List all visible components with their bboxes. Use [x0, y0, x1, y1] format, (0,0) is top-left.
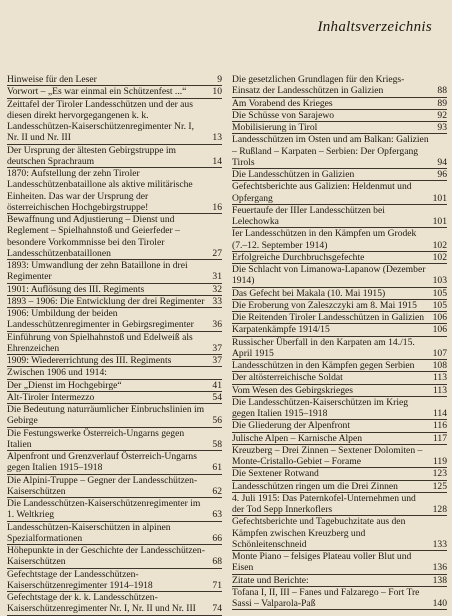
toc-entry-page: 106 — [432, 324, 447, 336]
toc-entry — [232, 385, 447, 397]
toc-entry — [232, 516, 447, 551]
toc-entry-title: 1906: Umbildung der beiden Landesschützenregimenter in Gebirgsregimenter — [7, 308, 194, 331]
toc-entry — [7, 86, 222, 98]
toc-entry-title: Vorwort – „Es war einmal ein Schützenfest ...“ — [7, 86, 187, 98]
toc-entry-page: 62 — [212, 485, 222, 497]
toc-entry-title: Die Landesschützen-Kaiserschützen im Krieg gegen Italien 1915–1918 — [232, 396, 409, 419]
toc-entry — [7, 392, 222, 404]
toc-entry-page: 114 — [432, 408, 447, 419]
toc-entry — [232, 110, 447, 122]
toc-entry-page: 54 — [212, 391, 222, 403]
toc-entry-title: Die Schüsse von Sarajewo — [232, 109, 335, 121]
toc-entry — [7, 522, 222, 546]
toc-entry-title: Zitate und Berichte: — [232, 574, 309, 586]
toc-entry-page: 105 — [432, 299, 447, 311]
toc-entry — [7, 296, 222, 308]
toc-entry — [232, 445, 447, 469]
toc-entry-title: Die Schlacht von Limanowa-Lapanow (Dezember 1914) — [232, 264, 426, 287]
toc-entry-title: Die Sextener Rotwand — [232, 468, 319, 480]
toc-entry-page: 94 — [437, 156, 447, 168]
toc-entry — [7, 475, 222, 499]
toc-entry-title: Die Alpini-Truppe – Gegner der Landesschützen-Kaiserschützen — [7, 474, 198, 497]
toc-entry-page: 14 — [212, 155, 222, 167]
toc-entry-page: 16 — [212, 201, 222, 213]
toc-entry-title: Russischer Überfall in den Karpaten am 14./15. April 1915 — [232, 336, 415, 359]
toc-entry — [7, 592, 222, 616]
toc-entry-page: 13 — [212, 132, 222, 144]
toc-entry — [7, 145, 222, 169]
toc-entry — [232, 337, 447, 361]
toc-entry-page: 37 — [212, 355, 222, 366]
toc-right-column — [232, 74, 447, 610]
toc-entry — [7, 214, 222, 260]
toc-entry-page: 113 — [432, 384, 447, 396]
toc-entry-page: 71 — [212, 579, 222, 591]
toc-entry-page: 106 — [432, 312, 447, 323]
toc-entry — [7, 332, 222, 356]
toc-entry-title: Die Reitenden Tiroler Landesschützen in Galizien — [232, 312, 425, 323]
toc-entry-page: 92 — [437, 109, 447, 121]
toc-entry — [7, 380, 222, 392]
toc-entry — [232, 312, 447, 324]
toc-entry-page: 58 — [212, 438, 222, 450]
toc-entry — [7, 99, 222, 145]
toc-entry — [232, 493, 447, 517]
toc-entry-page: 88 — [437, 85, 447, 97]
toc-entry — [232, 228, 447, 252]
toc-entry-title: 1901: Auflösung des III. Regiments — [7, 283, 145, 295]
toc-entry-title: Julische Alpen – Karnische Alpen — [232, 432, 363, 444]
toc-entry-title: 4. Juli 1915: Das Paternkofel-Unternehmen und der Tod Sepp Innerkoflers — [232, 492, 416, 515]
toc-entry-page: 105 — [432, 287, 447, 299]
toc-entry-page: 117 — [432, 432, 447, 444]
toc-entry-title: Am Vorabend des Krieges — [232, 97, 333, 109]
toc-entry-title: Zwischen 1906 und 1914: — [7, 367, 107, 379]
toc-entry-title: Karpatenkämpfe 1914/15 — [232, 324, 330, 336]
toc-entry-title: Ier Landesschützen in den Kämpfen um Grodek (7.–12. September 1914) — [232, 228, 417, 251]
toc-entry-page: 68 — [212, 556, 222, 568]
toc-entry — [232, 300, 447, 312]
toc-entry — [232, 134, 447, 169]
toc-entry-page: 128 — [432, 504, 447, 515]
toc-entry-title: Landesschützen ringen um die Drei Zinnen — [232, 480, 398, 492]
toc-entry-page: 119 — [432, 456, 447, 467]
toc-entry-title: Der altösterreichische Soldat — [232, 372, 343, 384]
toc-entry-title: Landesschützen in den Kämpfen gegen Serbien — [232, 360, 415, 371]
toc-entry — [7, 260, 222, 284]
toc-entry — [7, 74, 222, 86]
toc-entry-page: 96 — [437, 169, 447, 180]
toc-entry-page: 123 — [432, 468, 447, 480]
toc-entry-title: Der Ursprung der ältesten Gebirgstruppe im deutschen Sprachraum — [7, 144, 177, 167]
toc-entry — [7, 545, 222, 569]
toc-entry — [232, 433, 447, 445]
toc-entry — [232, 252, 447, 264]
toc-entry — [232, 551, 447, 575]
toc-entry — [7, 498, 222, 522]
toc-entry — [7, 404, 222, 428]
toc-entry-page: 93 — [437, 122, 447, 133]
toc-entry-page: 101 — [432, 192, 447, 204]
toc-entry — [232, 122, 447, 134]
toc-entry — [7, 308, 222, 332]
toc-entry — [7, 168, 222, 214]
toc-entry — [232, 324, 447, 336]
toc-entry-page: 138 — [432, 574, 447, 586]
toc-entry — [7, 367, 222, 379]
toc-entry-title: Monte Piano – felsiges Plateau voller Blut und Eisen — [232, 551, 412, 574]
toc-entry-title: Gefechtstage der k. k. Landesschützen-Kaiserschützenregimenter Nr. I, Nr. II und Nr. III — [7, 592, 196, 615]
toc-entry-page: 10 — [212, 86, 222, 98]
toc-entry-title: 1893 – 1906: Die Entwicklung der drei Regimenter — [7, 295, 205, 307]
toc-entry-page: 116 — [432, 420, 447, 432]
toc-entry — [7, 428, 222, 452]
toc-entry — [232, 397, 447, 421]
toc-entry-page: 63 — [212, 509, 222, 521]
toc-entry-title: Höhepunkte in der Geschichte der Landesschützen-Kaiserschützen — [7, 545, 205, 568]
toc-entry-title: Alt-Tiroler Intermezzo — [7, 391, 95, 403]
toc-entry-title: Zeittafel der Tiroler Landesschützen und der aus diesen direkt hervorgegangenen k. k. Landesschützen-Kaiserschützenregimenter Nr. I, Nr. II und Nr. III — [7, 98, 194, 144]
toc-entry — [232, 205, 447, 229]
toc-entry-page: 107 — [432, 347, 447, 359]
toc-entry-page: 102 — [432, 239, 447, 251]
toc-entry — [232, 181, 447, 205]
toc-entry — [7, 284, 222, 296]
toc-entry — [232, 372, 447, 384]
toc-entry — [232, 481, 447, 493]
toc-entry — [7, 569, 222, 593]
toc-entry-page: 101 — [432, 216, 447, 227]
toc-entry-title: Die Landesschützen in Galizien — [232, 169, 355, 180]
toc-entry-title: Gefechtsberichte aus Galizien: Heldenmut und Opfergang — [232, 181, 412, 204]
toc-entry — [232, 74, 447, 98]
toc-entry-page: 32 — [212, 283, 222, 295]
toc-entry-title: Der „Dienst im Hochgebirge“ — [7, 379, 122, 391]
toc-entry-title: Hinweise für den Leser — [7, 74, 97, 85]
toc-entry-title: 1870: Aufstellung der zehn Tiroler Landesschützenbataillone als aktive militärische Einheiten. Das war der Ursprung der österreichischen Hochgebirgstruppe! — [7, 168, 193, 213]
toc-entry-title: Die Landesschützen-Kaiserschützenregimenter im 1. Weltkrieg — [7, 498, 201, 521]
toc-entry-title: Kreuzberg – Drei Zinnen – Sextener Dolomiten – Monte-Cristallo-Gebiet – Forame — [232, 444, 423, 467]
toc-entry-title: Die Festungswerke Österreich-Ungarns gegen Italien — [7, 427, 185, 450]
toc-entry-title: Tofana I, II, III – Fanes und Falzarego – Fort Tre Sassi – Valparola-Paß — [232, 586, 420, 609]
toc-entry-title: Landesschützen-Kaiserschützen in alpinen Spezialformationen — [7, 521, 171, 544]
toc-entry-title: Alpenfront und Grenzverlauf Österreich-Ungarns gegen Italien 1915–1918 — [7, 451, 197, 474]
toc-entry-page: 37 — [212, 342, 222, 354]
toc-entry-page: 113 — [432, 372, 447, 384]
toc-entry-page: 66 — [212, 532, 222, 544]
toc-entry-page: 33 — [212, 295, 222, 307]
toc-entry — [232, 468, 447, 480]
toc-left-column — [7, 74, 222, 616]
toc-entry-title: Landesschützen im Osten und am Balkan: Galizien – Rußland – Karpaten – Serbien: Der Opfergang Tirols — [232, 134, 429, 168]
toc-entry — [232, 360, 447, 372]
toc-entry — [232, 575, 447, 587]
toc-entry-title: Gefechtsberichte und Tagebuchzitate aus den Kämpfen zwischen Kreuzberg und Schönleitenschneid — [232, 516, 406, 550]
toc-entry-page: 41 — [212, 379, 222, 391]
toc-entry-page: 27 — [212, 247, 222, 259]
toc-entry — [232, 420, 447, 432]
toc-entry-title: Einführung von Spielhahnstoß und Edelweiß als Ehrenzeichen — [7, 331, 193, 354]
toc-entry — [7, 355, 222, 367]
toc-entry-page: 61 — [212, 462, 222, 474]
toc-entry-page: 125 — [432, 480, 447, 492]
toc-entry-title: Die Bedeutung naturräumlicher Einbruchslinien im Gebirge — [7, 404, 205, 427]
toc-entry-page: 9 — [217, 74, 222, 85]
toc-entry-title: Die Gliederung der Alpenfront — [232, 420, 351, 432]
toc-entry-page: 136 — [432, 562, 447, 574]
toc-entry-title: Mobilisierung in Tirol — [232, 122, 318, 133]
toc-entry-page: 108 — [432, 360, 447, 371]
toc-entry-page: 140 — [432, 598, 447, 609]
toc-entry-page: 74 — [212, 603, 222, 615]
toc-entry-title: Bewaffnung und Adjustierung – Dienst und Reglement – Spielhahnstoß und Geierfeder – besondere Vorkommnisse bei den Tiroler Landesschützenbataillonen — [7, 214, 180, 259]
toc-entry-page: 36 — [212, 319, 222, 331]
toc-entry — [232, 288, 447, 300]
toc-entry-title: Das Gefecht bei Makala (10. Mai 1915) — [232, 287, 386, 299]
toc-entry-title: Die Eroberung von Zaleszczyki am 8. Mai 1915 — [232, 299, 417, 311]
toc-entry-title: 1893: Umwandlung der zehn Bataillone in drei Regimenter — [7, 260, 188, 283]
toc-entry-page: 103 — [432, 275, 447, 287]
toc-entry-title: Gefechtstage der Landesschützen-Kaiserschützenregimenter 1914–1918 — [7, 568, 153, 591]
page-title: Inhaltsverzeichnis — [317, 19, 432, 35]
toc-entry — [232, 587, 447, 611]
toc-entry — [232, 98, 447, 110]
toc-entry-title: Vom Wesen des Gebirgskrieges — [232, 384, 353, 396]
toc-entry — [232, 264, 447, 288]
toc-entry-page: 102 — [432, 251, 447, 263]
toc-entry-title: Erfolgreiche Durchbruchsgefechte — [232, 251, 365, 263]
toc-entry — [7, 451, 222, 475]
toc-entry-page: 56 — [212, 415, 222, 427]
toc-entry-title: 1909: Wiedererrichtung des III. Regiments — [7, 355, 172, 366]
toc-entry-page: 133 — [432, 538, 447, 550]
toc-entry-title: Die gesetzlichen Grundlagen für den Kriegs-Einsatz der Landesschützen in Galizien — [232, 74, 405, 97]
toc-entry-page: 31 — [212, 271, 222, 283]
toc-entry-page: 89 — [437, 97, 447, 109]
toc-entry-title: Feuertaufe der IIIer Landesschützen bei Lelechowka — [232, 204, 385, 227]
toc-entry — [232, 169, 447, 181]
